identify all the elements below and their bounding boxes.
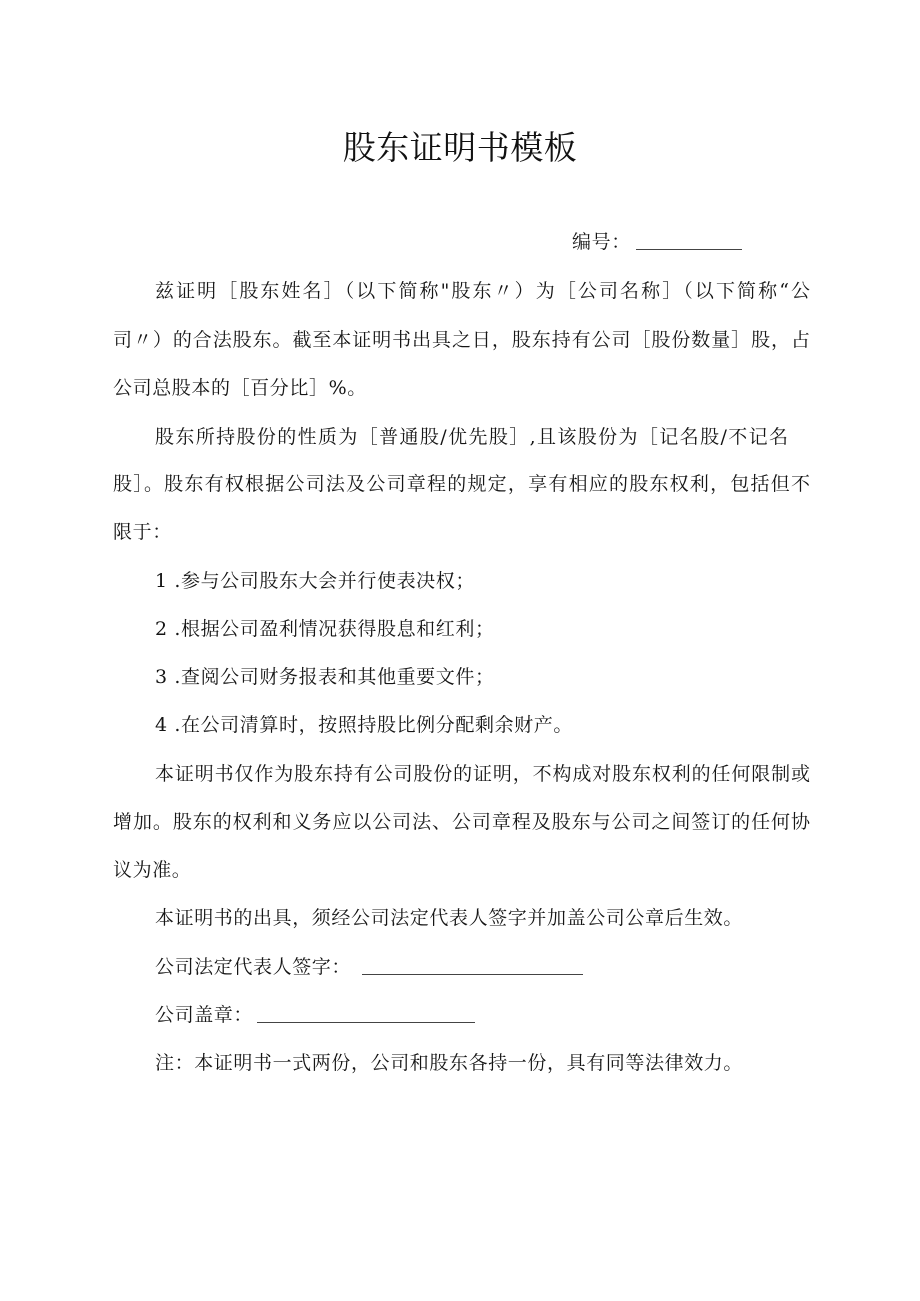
rights-list-item: 2 .根据公司盈利情况获得股息和红利； (155, 618, 495, 640)
seal-blank-line (257, 1001, 475, 1023)
paragraph-1-line: 兹证明［股东姓名］（以下简称"股东〃）为［公司名称］（以下简称“公 (155, 280, 810, 302)
note: 注：本证明书一式两份，公司和股东各持一份，具有同等法律效力。 (155, 1052, 744, 1074)
paragraph-3-line: 增加。股东的权利和义务应以公司法、公司章程及股东与公司之间签订的任何协 (113, 811, 810, 833)
number-blank-line (636, 228, 742, 250)
paragraph-4: 本证明书的出具，须经公司法定代表人签字并加盖公司公章后生效。 (155, 907, 744, 929)
signature-label: 公司法定代表人签字： (155, 956, 352, 978)
paragraph-2-line: 股东所持股份的性质为［普通股/优先股］,且该股份为［记名股/不记名 (155, 426, 788, 448)
paragraph-3-line: 议为准。 (113, 859, 192, 881)
paragraph-1-line: 公司总股本的［百分比］%。 (113, 377, 367, 399)
paragraph-3-line: 本证明书仅作为股东持有公司股份的证明，不构成对股东权利的任何限制或 (155, 763, 810, 785)
rights-list-item: 3 .查阅公司财务报表和其他重要文件； (155, 666, 495, 688)
paragraph-2-line: 股］。股东有权根据公司法及公司章程的规定，享有相应的股东权利，包括但不 (113, 473, 810, 495)
paragraph-1-line: 司〃）的合法股东。截至本证明书出具之日，股东持有公司［股份数量］股，占 (113, 329, 810, 351)
rights-list-item: 1 .参与公司股东大会并行使表决权； (155, 570, 475, 592)
rights-list-item: 4 .在公司清算时，按照持股比例分配剩余财产。 (155, 714, 573, 736)
seal-label: 公司盖章： (155, 1004, 254, 1026)
document-title: 股东证明书模板 (342, 128, 578, 167)
paragraph-2-line: 限于： (113, 521, 172, 543)
number-label: 编号： (572, 231, 631, 253)
signature-blank-line (362, 953, 583, 975)
